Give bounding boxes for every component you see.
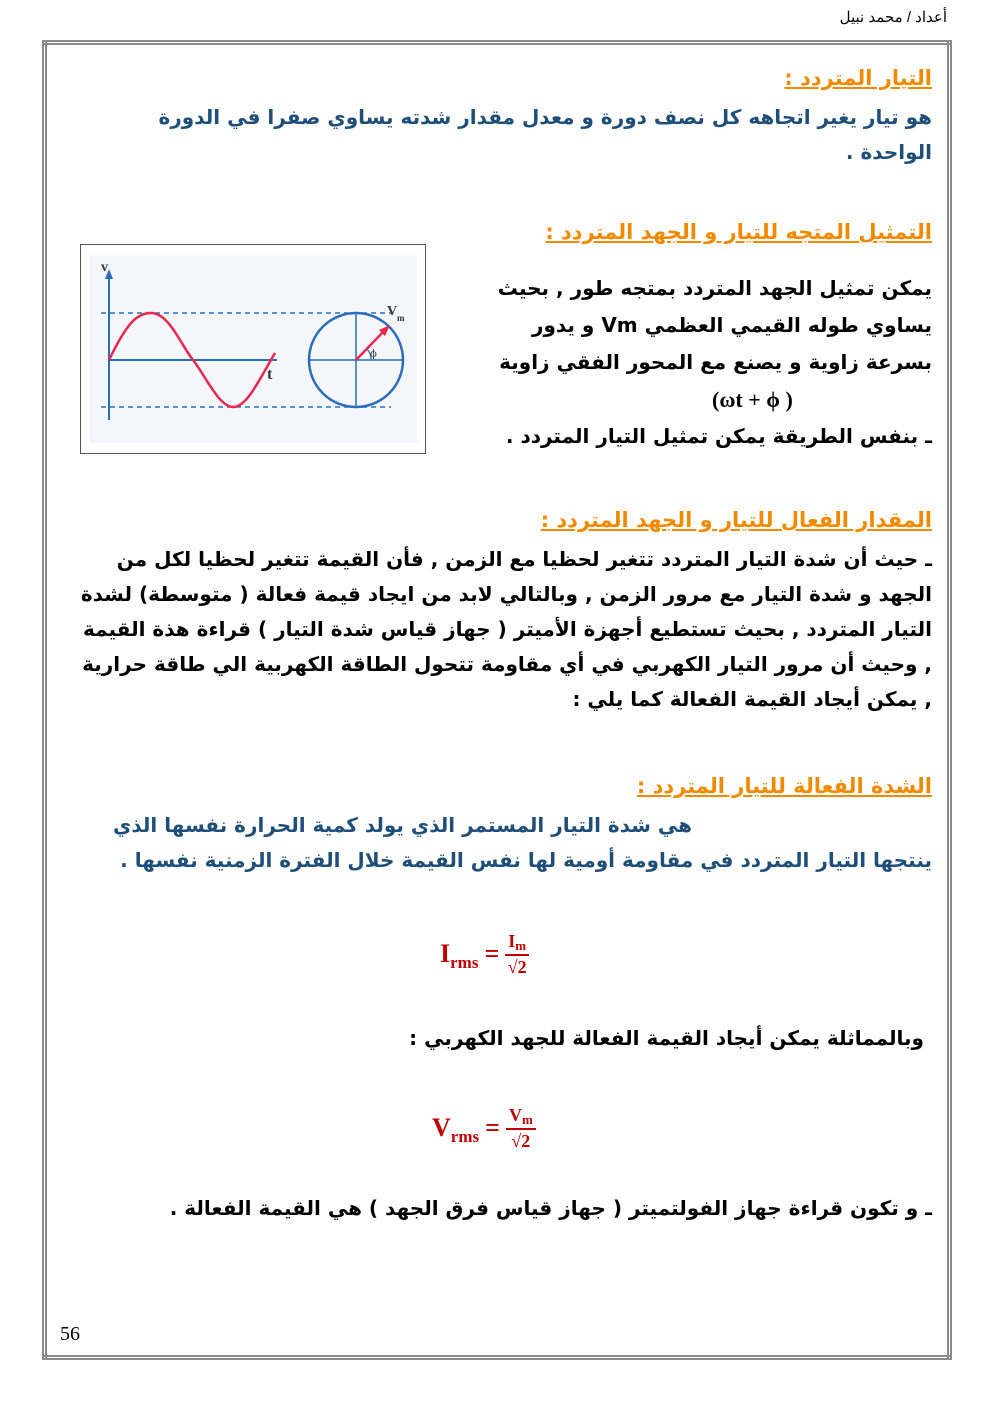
phasor-text-line-5: ـ بنفس الطريقة يمكن تمثيل التيار المتردد . [505, 424, 932, 448]
page-frame-left [42, 40, 47, 1360]
formula-irms-lhs-sub: rms [450, 953, 479, 972]
formula-vrms-equals: = [485, 1113, 500, 1142]
heading-alternating-current: التيار المتردد : [784, 66, 932, 90]
heading-phasor-representation: التمثيل المتجه للتيار و الجهد المتردد : [545, 220, 932, 244]
formula-vrms-lhs: V [432, 1113, 451, 1142]
rms-definition-line-1: هي شدة التيار المستمر الذي يولد كمية الحرارة نفسها الذي [113, 813, 692, 837]
formula-irms-numerator: I [508, 931, 516, 951]
analogy-text: وبالمماثلة يمكن أيجاد القيمة الفعالة للجهد الكهربي : [409, 1026, 924, 1050]
closing-text: ـ و تكون قراءة جهاز الفولتميتر ( جهاز قياس فرق الجهد ) هي القيمة الفعالة . [169, 1196, 932, 1220]
formula-vrms-numerator: V [508, 1105, 522, 1125]
definition-alternating-current: هو تيار يغير اتجاهه كل نصف دورة و معدل مقدار شدته يساوي صفرا في الدورة الواحدة . [158, 105, 932, 164]
phasor-text-line-3: بسرعة زاوية و يصنع مع المحور الفقي زاوية [499, 350, 932, 374]
phasor-diagram [81, 245, 425, 453]
effective-value-paragraph: ـ حيث أن شدة التيار المتردد تتغير لحظيا مع الزمن , فأن القيمة تتغير لحظيا لكل من الجهد و شدة التيار مع مرور الزمن , وبالتالي لابد من ايجاد قيمة فعالة ( متوسطة) لشدة التيار المتردد , بحيث تستطيع أجهزة الأميتر ( جهاز قياس شدة التيار ) قراءة هذة القيمة , وحيث أن مرور التيار الكهربي في أي مقاومة تتحول الطاقة الكهربية الي طاقة حرارية , يمكن أيجاد القيمة الفعالة كما يلي : [80, 547, 932, 711]
formula-vrms-numerator-sub: m [521, 1112, 533, 1127]
formula-irms-equals: = [484, 939, 500, 968]
rms-definition-line-2: ينتجها التيار المتردد في مقاومة أومية لها نفس القيمة خلال الفترة الزمنية نفسها . [120, 848, 932, 872]
vm-subscript: m [397, 313, 405, 323]
formula-vrms [432, 1104, 536, 1152]
formula-irms-numerator-sub: m [515, 938, 527, 953]
heading-rms-current: الشدة الفعالة للتيار المتردد : [636, 774, 932, 798]
page-frame-top [42, 40, 952, 45]
formula-vrms-denominator: √2 [511, 1131, 531, 1151]
phasor-figure [80, 244, 426, 454]
formula-irms-denominator: √2 [507, 957, 527, 977]
page-frame-bottom [42, 1355, 952, 1360]
formula-irms [440, 930, 529, 978]
author-credit: أعداد / محمد نبيل [839, 9, 947, 26]
phasor-angle-expression: (ωt + ϕ ) [712, 387, 793, 412]
phasor-text-line-1: يمكن تمثيل الجهد المتردد بمتجه طور , بحيث [497, 276, 932, 300]
page-frame-right [947, 40, 952, 1360]
heading-effective-value: المقدار الفعال للتيار و الجهد المتردد : [540, 508, 932, 532]
formula-vrms-lhs-sub: rms [450, 1127, 480, 1146]
phi-label: ϕ [370, 349, 377, 360]
vm-label: V [387, 304, 398, 319]
page-number: 56 [60, 1323, 80, 1345]
phasor-text-line-2: يساوي طوله القيمي العظمي Vm و يدور [531, 313, 932, 337]
formula-irms-lhs: I [440, 939, 451, 968]
v-axis-label: v [101, 260, 108, 275]
t-axis-label: t [267, 366, 273, 383]
